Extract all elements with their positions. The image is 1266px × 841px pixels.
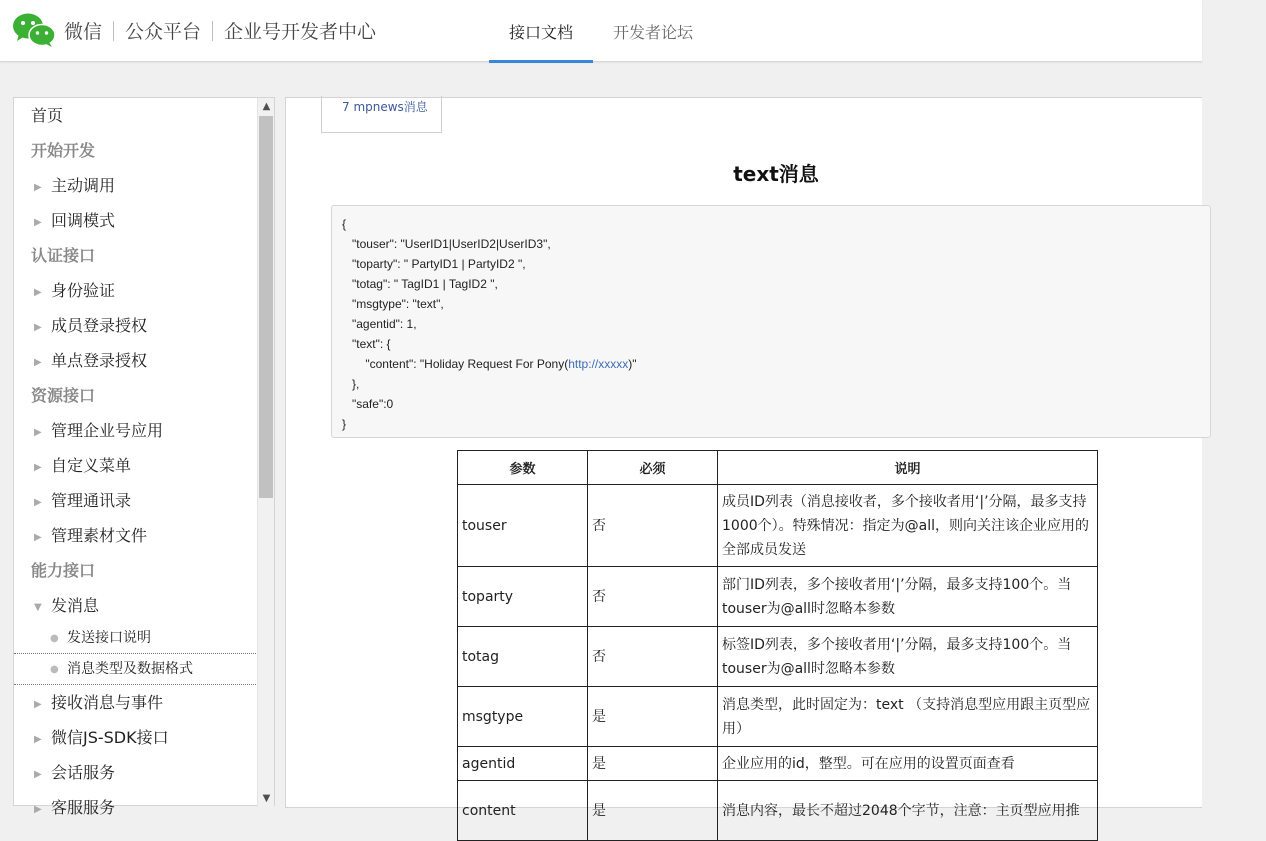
code-text: "content": "Holiday Request For Pony( — [342, 357, 569, 371]
triangle-right-icon: ▶ — [34, 462, 42, 473]
sidebar-item-label: 会话服务 — [51, 763, 116, 782]
code-line: "touser": "UserID1|UserID2|UserID3", — [342, 237, 551, 251]
code-line: "text": { — [342, 337, 391, 351]
sidebar-item-label: 单点登录授权 — [51, 351, 148, 370]
table-cell-param: agentid — [458, 747, 588, 781]
sidebar-item-label: 回调模式 — [51, 211, 116, 230]
sidebar-item-identity[interactable] — [14, 273, 258, 308]
table-row — [458, 485, 1098, 567]
sidebar-item-label: 客服服务 — [51, 798, 116, 817]
triangle-right-icon: ▶ — [34, 217, 42, 228]
code-line: "toparty": " PartyID1 | PartyID2 ", — [342, 257, 526, 271]
table-cell-param: msgtype — [458, 687, 588, 747]
wechat-logo-icon[interactable] — [12, 12, 56, 48]
table-row — [458, 567, 1098, 627]
sidebar-item-label: 发送接口说明 — [67, 630, 151, 646]
sidebar-item-label: 微信JS-SDK接口 — [51, 728, 169, 747]
brand-dev-center: 企业号开发者中心 — [224, 21, 377, 43]
brand-wechat: 微信 — [64, 21, 103, 43]
sidebar-item-active-call[interactable] — [14, 168, 258, 203]
sidebar — [13, 97, 275, 817]
table-cell-required: 是 — [588, 747, 718, 781]
table-cell-required: 否 — [588, 567, 718, 627]
table-cell-param: toparty — [458, 567, 588, 627]
toc-box — [321, 96, 442, 133]
sidebar-item-manage-apps[interactable] — [14, 413, 258, 448]
triangle-down-icon: ▼ — [34, 602, 42, 613]
sidebar-item-label: 接收消息与事件 — [51, 693, 164, 712]
sidebar-item-label: 管理通讯录 — [51, 491, 132, 510]
triangle-right-icon: ▶ — [34, 322, 42, 333]
section-title: text消息 — [733, 162, 819, 186]
scroll-down-arrow-icon[interactable]: ▼ — [262, 793, 271, 804]
toc-link-mpnews[interactable]: 7 mpnews消息 — [342, 100, 428, 114]
json-code-block — [331, 205, 1211, 438]
bullet-icon: ● — [50, 664, 59, 675]
brand-divider — [113, 21, 114, 41]
table-row — [458, 627, 1098, 687]
triangle-right-icon: ▶ — [34, 427, 42, 438]
code-line: }, — [342, 377, 360, 391]
sidebar-category-auth: 认证接口 — [31, 246, 96, 265]
params-table — [457, 450, 1098, 841]
sidebar-item-callback-mode[interactable] — [14, 203, 258, 238]
code-line: "safe":0 — [342, 397, 394, 411]
sidebar-item-home[interactable]: 首页 — [31, 106, 64, 125]
code-line: } — [342, 417, 347, 431]
sidebar-item-jssdk[interactable] — [14, 720, 258, 755]
sidebar-nav-list — [14, 98, 258, 825]
brand-platform: 公众平台 — [125, 21, 202, 43]
sidebar-item-customer-service[interactable] — [14, 790, 258, 825]
brand-divider — [212, 21, 213, 41]
table-header-row — [458, 451, 1098, 485]
table-cell-desc: 成员ID列表（消息接收者，多个接收者用‘|’分隔，最多支持1000个）。特殊情况：指定为@all，则向关注该企业应用的全部成员发送 — [718, 485, 1098, 567]
sidebar-category-resource: 资源接口 — [31, 386, 96, 405]
doc-content — [285, 97, 1202, 819]
code-line: "agentid": 1, — [342, 317, 417, 331]
top-header — [0, 0, 1202, 62]
table-row — [458, 781, 1098, 841]
triangle-right-icon: ▶ — [34, 769, 42, 780]
sidebar-item-label: 自定义菜单 — [51, 456, 132, 475]
sidebar-item-sso[interactable] — [14, 343, 258, 378]
sidebar-item-send-message[interactable] — [14, 588, 258, 623]
tab-dev-forum[interactable]: 开发者论坛 — [613, 23, 694, 42]
scroll-up-arrow-icon[interactable]: ▲ — [262, 101, 271, 112]
table-cell-required: 是 — [588, 781, 718, 841]
code-link[interactable]: http://xxxxx — [568, 357, 629, 371]
table-header-param: 参数 — [458, 451, 588, 485]
triangle-right-icon: ▶ — [34, 532, 42, 543]
table-cell-param: totag — [458, 627, 588, 687]
table-row — [458, 747, 1098, 781]
table-cell-desc: 消息内容，最长不超过2048个字节，注意：主页型应用推 — [718, 781, 1098, 841]
sidebar-item-label: 身份验证 — [51, 281, 116, 300]
sidebar-category-start: 开始开发 — [31, 141, 96, 160]
sidebar-item-label: 消息类型及数据格式 — [67, 661, 193, 677]
sidebar-item-label: 管理素材文件 — [51, 526, 148, 545]
triangle-right-icon: ▶ — [34, 734, 42, 745]
table-cell-param: content — [458, 781, 588, 841]
table-cell-desc: 部门ID列表，多个接收者用‘|’分隔，最多支持100个。当touser为@all时忽略本参数 — [718, 567, 1098, 627]
sidebar-item-label: 主动调用 — [51, 176, 116, 195]
table-header-required: 必须 — [588, 451, 718, 485]
sidebar-item-member-login[interactable] — [14, 308, 258, 343]
sidebar-item-label: 成员登录授权 — [51, 316, 148, 335]
bullet-icon: ● — [50, 633, 59, 644]
sidebar-scrollbar[interactable] — [257, 98, 274, 807]
brand-title[interactable] — [64, 17, 376, 44]
sidebar-item-label: 管理企业号应用 — [51, 421, 164, 440]
table-cell-desc: 标签ID列表，多个接收者用‘|’分隔，最多支持100个。当touser为@all时忽略本参数 — [718, 627, 1098, 687]
table-cell-required: 否 — [588, 485, 718, 567]
sidebar-item-receive-events[interactable] — [14, 685, 258, 720]
triangle-right-icon: ▶ — [34, 287, 42, 298]
sidebar-item-contacts[interactable] — [14, 483, 258, 518]
sidebar-subitem-send-api[interactable] — [14, 623, 258, 654]
top-nav — [489, 0, 713, 62]
code-line: "totag": " TagID1 | TagID2 ", — [342, 277, 498, 291]
triangle-right-icon: ▶ — [34, 357, 42, 368]
table-row — [458, 687, 1098, 747]
sidebar-item-media-files[interactable] — [14, 518, 258, 553]
sidebar-item-chat-service[interactable] — [14, 755, 258, 790]
triangle-right-icon: ▶ — [34, 804, 42, 815]
sidebar-item-custom-menu[interactable] — [14, 448, 258, 483]
table-cell-param: touser — [458, 485, 588, 567]
scrollbar-thumb[interactable] — [259, 116, 273, 498]
tab-api-docs[interactable]: 接口文档 — [489, 0, 593, 62]
triangle-right-icon: ▶ — [34, 182, 42, 193]
sidebar-item-label: 发消息 — [51, 596, 100, 615]
table-cell-desc: 企业应用的id，整型。可在应用的设置页面查看 — [718, 747, 1098, 781]
table-cell-required: 否 — [588, 627, 718, 687]
code-line: { — [342, 217, 347, 231]
triangle-right-icon: ▶ — [34, 699, 42, 710]
code-line — [342, 354, 1200, 374]
sidebar-category-ability: 能力接口 — [31, 561, 96, 580]
code-line: "msgtype": "text", — [342, 297, 444, 311]
table-cell-desc: 消息类型，此时固定为：text （支持消息型应用跟主页型应用） — [718, 687, 1098, 747]
table-header-desc: 说明 — [718, 451, 1098, 485]
code-text: )" — [628, 357, 637, 371]
triangle-right-icon: ▶ — [34, 497, 42, 508]
table-cell-required: 是 — [588, 687, 718, 747]
sidebar-subitem-message-types[interactable] — [14, 654, 258, 685]
